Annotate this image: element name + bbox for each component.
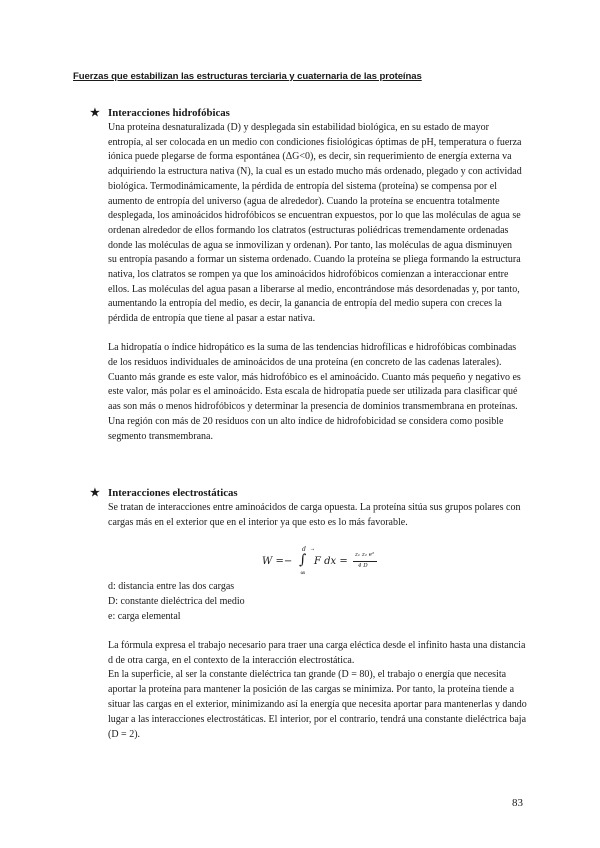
formula-lhs: W =−	[262, 556, 293, 567]
integral-sign-icon: ∫	[299, 552, 307, 568]
definition-item: D: constante dieléctrica del medio	[108, 595, 245, 607]
definition-item: e: carga elemental	[108, 610, 181, 622]
integral-lower-limit: ∞	[300, 569, 306, 577]
paragraph: La fórmula expresa el trabajo necesario para traer una carga eléctica desde el infinito hasta una distancia d de otra carga, en el contexto de la interacción electrostática.	[108, 639, 526, 666]
definitions-block	[108, 580, 528, 742]
page-number: 83	[512, 797, 523, 809]
section-heading	[90, 486, 523, 501]
heading-text: Interacciones electrostáticas	[108, 487, 238, 499]
page-title: Fuerzas que estabilizan las estructuras terciaria y cuaternaria de las proteínas	[73, 71, 422, 82]
section-heading	[90, 106, 523, 121]
star-bullet-icon: ★	[90, 107, 100, 119]
fraction-numerator: z₁ z₂ e²	[355, 552, 375, 558]
paragraph: Se tratan de interacciones entre aminoácidos de carga opuesta. La proteína sitúa sus grupos polares con cargas más en el exterior que en el interior ya que esto es lo más favorable.	[108, 502, 521, 528]
paragraph: Una proteína desnaturalizada (D) y desplegada sin estabilidad biológica, en su estado de mayor entropía, al ser colocada en un medio con condiciones fisiológicas óptimas de pH, temperatura o fuerza iónica puede plegarse de forma espontánea (ΔG<0), es decir, sin requerimiento de energía externa va adquiriendo la estructura nativa (N), la cual es un estado mucho más ordenado, plegado y con actividad biológica. Termodinámicamente, la pérdida de entropía del sistema (proteína) se compensa por el aumento de entropía del universo (agua de alrededor). Cuando la proteína se encuentra totalmente desplegada, los aminoácidos hidrofóbicos se encuentran expuestos, por lo que las moléculas de agua se ordenan alrededor de ellos formando los clatratos (estructuras poliédricas tremendamente ordenadas donde las moléculas de agua se inmovilizan y ordenan). Por tanto, las moléculas de agua disminuyen su entropía pasando a formar un sistema ordenado. Cuando la proteína se pliega formando la estructura nativa, los clatratos se rompen ya que los aminoácidos hidrofóbicos comienzan a interaccionar entre ellos. Las moléculas del agua pasan a liberarse al medio, encontrándose más desordenadas y, por tanto, aumentando la entropía del medio, es decir, la ganancia de entropía del medio supera con creces la pérdida de entropía que tiene al pasar a estar nativa.	[108, 122, 522, 325]
star-bullet-icon: ★	[90, 487, 100, 499]
section-hydrophobic	[90, 106, 523, 444]
integral-upper-limit: d	[302, 546, 306, 553]
section-electrostatic	[90, 486, 523, 530]
fraction-bar	[353, 561, 377, 562]
definition-item: d: distancia entre las dos cargas	[108, 581, 235, 592]
work-formula	[262, 546, 402, 582]
paragraph: En la superficie, al ser la constante dieléctrica tan grande (D = 80), el trabajo o energía que necesita aportar la proteína para mantener la posición de las cargas se minimiza. Por tanto, la proteína tiende a situar las cargas en el exterior, minimizando así la energía que necesita aportar para mantenerlas y dando lugar a las interacciones electrostáticas. El interior, por el contrario, tendrá una constante dieléctrica baja (D = 2).	[108, 669, 527, 740]
paragraph: La hidropatía o índice hidropático es la suma de las tendencias hidrofílicas e hidrofóbicas combinadas de los residuos individuales de aminoácidos de una proteína (en concreto de las cadenas laterales). Cuanto más grande es este valor, más hidrofóbico es el aminoácido. Cuanto más pequeño y negativo es este valor, más polar es el aminoácido. Esta escala de hidropatía puede ser utilizada para clasificar qué aas son más o menos hidrofóbicos y determinar la presencia de dominios transmembrana en proteínas. Una región con más de 20 residuos con un alto índice de hidrofobicidad se considera como posible segmento transmembrana.	[108, 342, 521, 442]
formula-integrand: F dx =	[314, 556, 348, 567]
fraction-denominator: 4 D	[358, 563, 368, 569]
heading-text: Interacciones hidrofóbicas	[108, 107, 230, 119]
